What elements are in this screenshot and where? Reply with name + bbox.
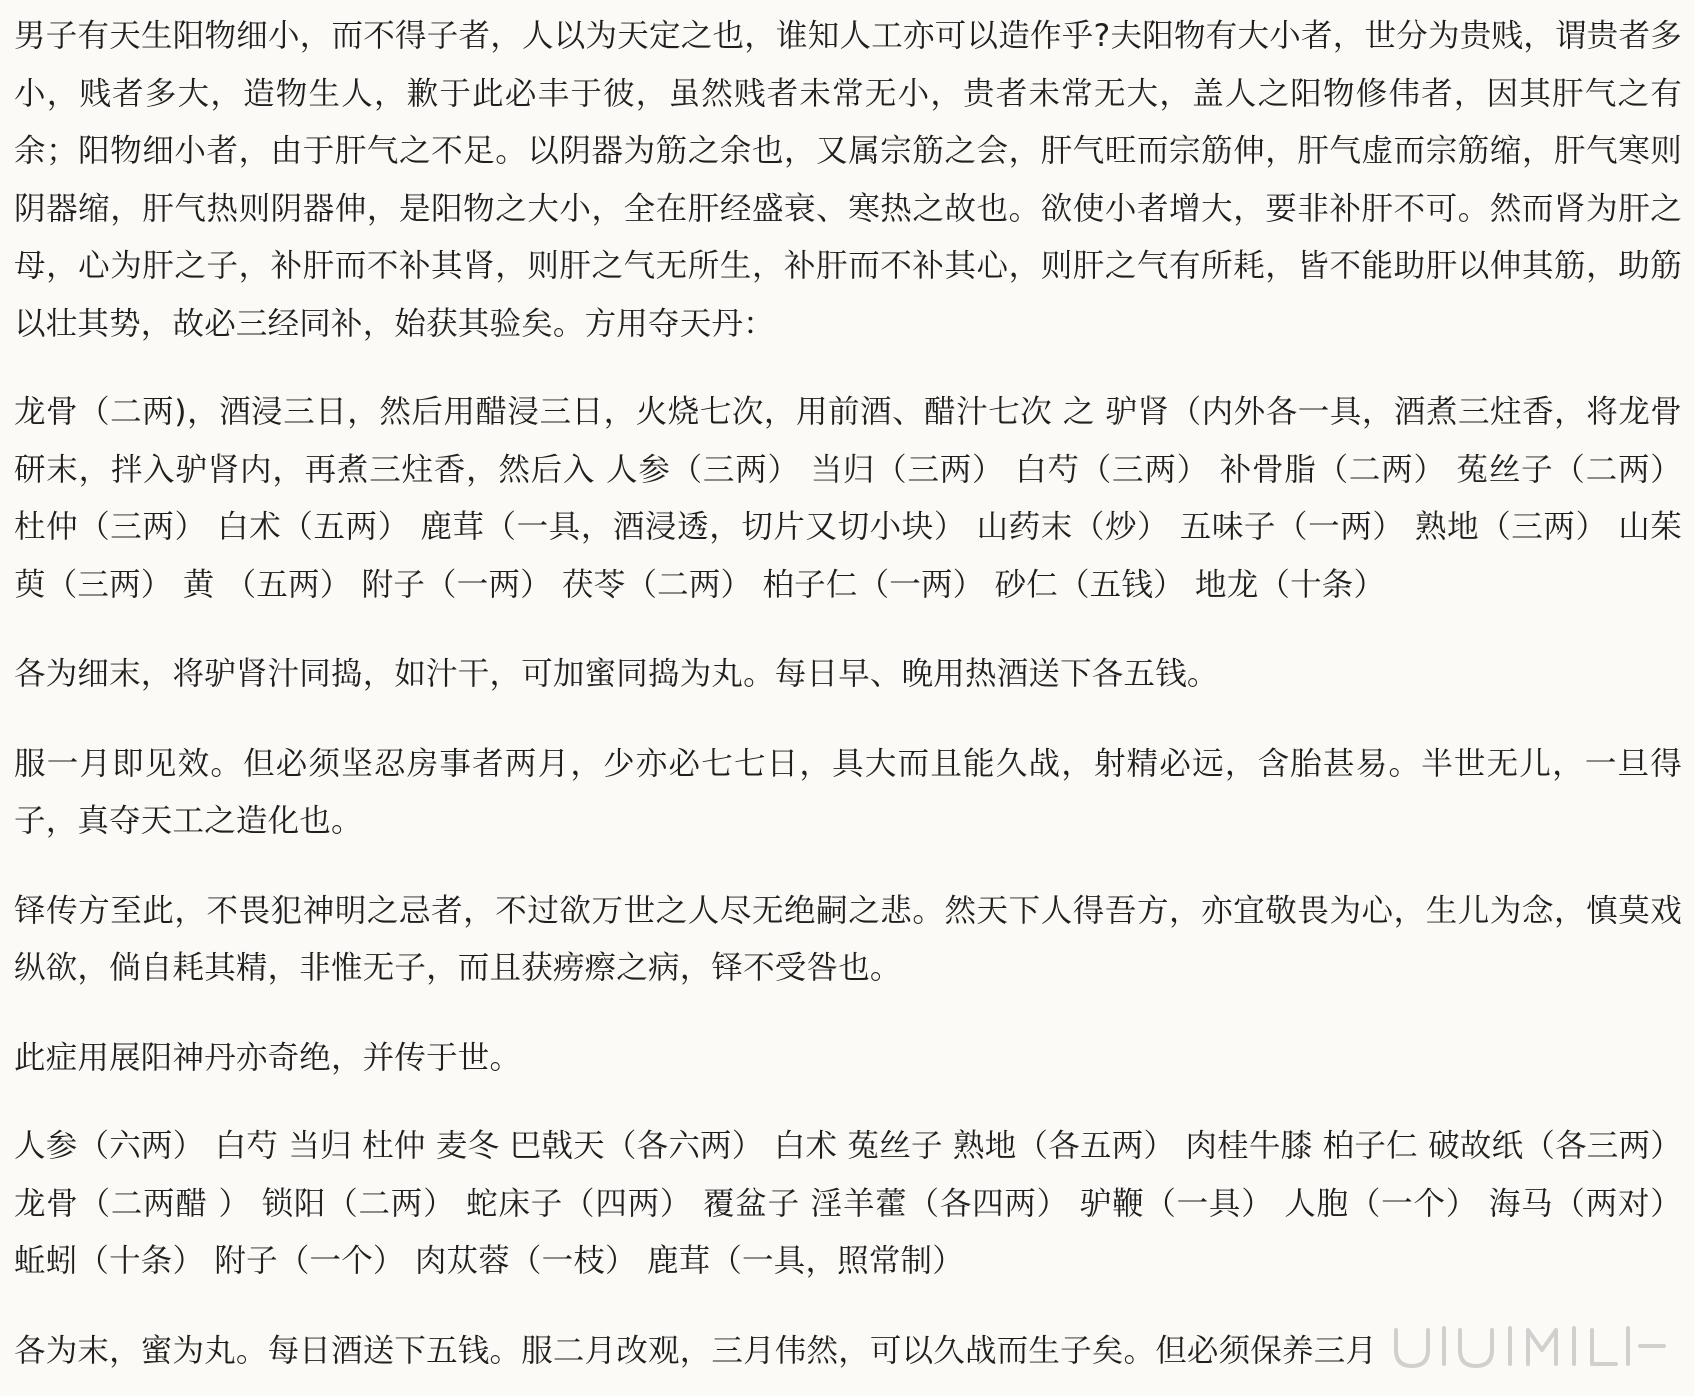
paragraph-caution: 铎传方至此，不畏犯神明之忌者，不过欲万世之人尽无绝嗣之悲。然天下人得吾方，亦宜敬畏为心，生儿为念，慎莫戏纵欲，倘自耗其精，非惟无子，而且获痨瘵之病，铎不受咎也。: [14, 892, 1682, 986]
watermark-logo-icon: [1382, 1316, 1672, 1376]
paragraph-effect: 服一月即见效。但必须坚忍房事者两月，少亦必七七日，具大而且能久战，射精必远，含胎甚易。半世无儿，一旦得子，真夺天工之造化也。: [14, 745, 1682, 839]
paragraph-dosage: 各为末，蜜为丸。每日酒送下五钱。服二月改观，三月伟然，可以久战而生子矣。但必须保养三月: [14, 1332, 1378, 1369]
paragraph-alternative: 此症用展阳神丹亦奇绝，并传于世。: [14, 1039, 522, 1076]
paragraph-recipe-zhanyang: 人参（六两） 白芍 当归 杜仲 麦冬 巴戟天（各六两） 白术 菟丝子 熟地（各五两） 肉桂牛膝 柏子仁 破故纸（各三两） 龙骨（二两醋 ） 锁阳（二两） 蛇床子（四两） 覆盆子 淫羊藿（各四两） 驴鞭（一具） 人胞（一个） 海马（两对） 蚯蚓（十条） 附子（一个） 肉苁蓉（一枝） 鹿茸（一具，照常制）: [14, 1128, 1682, 1279]
paragraph-preparation: 各为细末，将驴肾汁同捣，如汁干，可加蜜同捣为丸。每日早、晚用热酒送下各五钱。: [14, 656, 1219, 692]
document-body: [14, 8, 1682, 1380]
paragraph-recipe-duotiandan: 龙骨（二两)，酒浸三日，然后用醋浸三日，火烧七次，用前酒、醋汁七次 之 驴肾（内外各一具，酒煮三炷香，将龙骨研末，拌入驴肾内，再煮三炷香，然后入 人参（三两） 当归（三两） 白芍（三两） 补骨脂（二两） 菟丝子（二两） 杜仲（三两） 白术（五两） 鹿茸（一具，酒浸透，切片又切小块） 山药末（炒） 五味子（一两） 熟地（三两） 山茱萸（三两） 黄 （五两） 附子（一两） 茯苓（二两） 柏子仁（一两） 砂仁（五钱） 地龙（十条）: [14, 394, 1682, 603]
paragraph-intro: 男子有天生阳物细小，而不得子者，人以为天定之也，谁知人工亦可以造作乎?夫阳物有大小者，世分为贵贱，谓贵者多小，贱者多大，造物生人，歉于此必丰于彼，虽然贱者未常无小，贵者未常无大，盖人之阳物修伟者，因其肝气之有余；阳物细小者，由于肝气之不足。以阴器为筋之余也，又属宗筋之会，肝气旺而宗筋伸，肝气虚而宗筋缩，肝气寒则阴器缩，肝气热则阴器伸，是阳物之大小，全在肝经盛衰、寒热之故也。欲使小者增大，要非补肝不可。然而肾为肝之母，心为肝之子，补肝而不补其肾，则肝之气无所生，补肝而不补其心，则肝之气有所耗，皆不能助肝以伸其筋，助筋以壮其势，故必三经同补，始获其验矣。方用夺天丹：: [14, 18, 1682, 342]
